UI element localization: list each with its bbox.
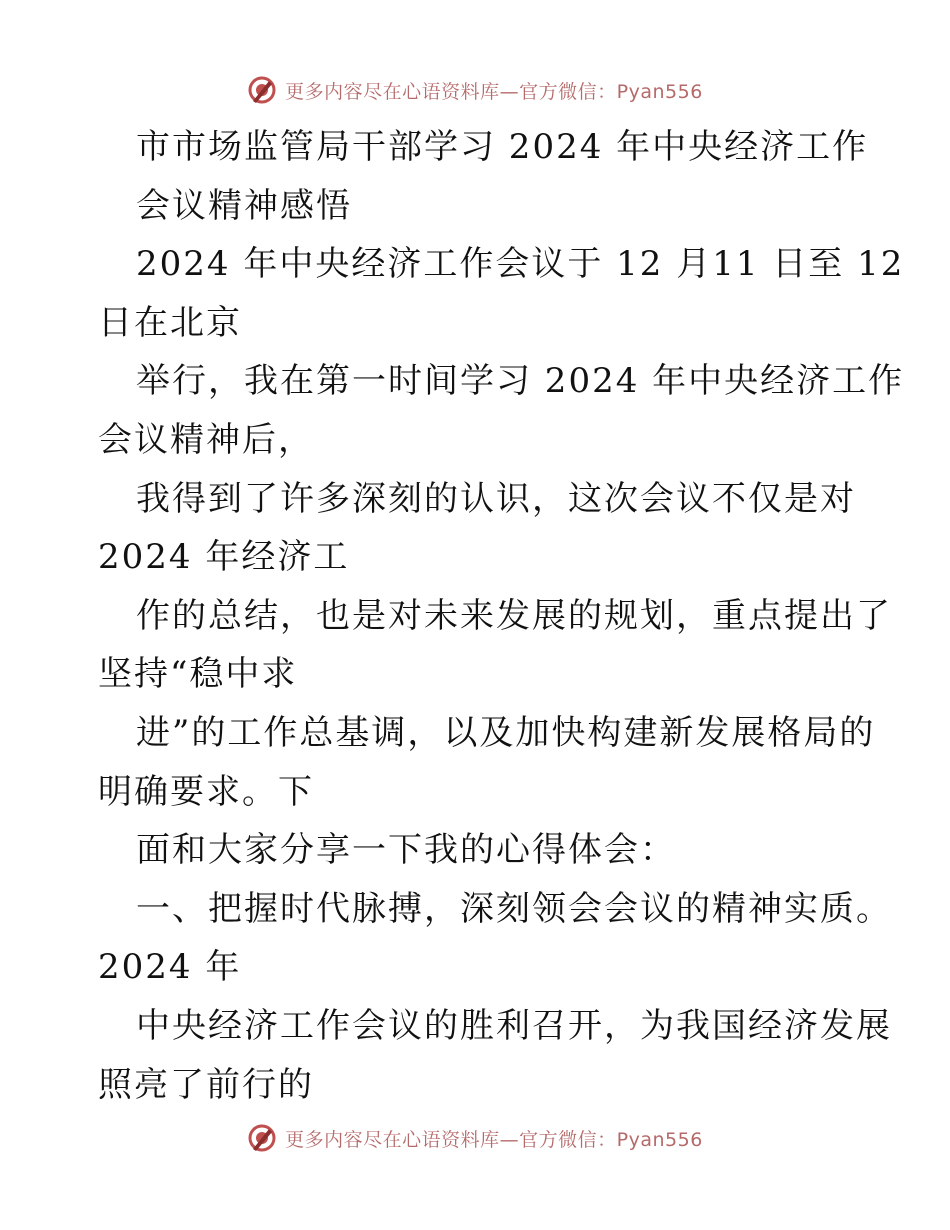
text-line: 日在北京: [98, 302, 242, 343]
text-line: 市市场监管局干部学习 2024 年中央经济工作: [136, 127, 869, 167]
document-body: [98, 118, 905, 1114]
text-line: 会议精神后，: [98, 419, 314, 460]
watermark-text: 更多内容尽在心语资料库—官方微信：Pyan556: [285, 1128, 703, 1151]
text-line: 会议精神感悟: [136, 185, 352, 226]
text-line: 明确要求。下: [98, 771, 314, 812]
text-line: 作的总结，也是对未来发展的规划，重点提出了: [136, 595, 892, 636]
pen-seal-icon: [247, 75, 277, 105]
text-line: 照亮了前行的: [98, 1064, 314, 1105]
text-line: 举行，我在第一时间学习 2024 年中央经济工作: [136, 361, 905, 402]
text-line: 2024 年中央经济工作会议于 12 月11 日至 12: [136, 244, 905, 285]
text-line: 中央经济工作会议的胜利召开，为我国经济发展: [136, 1005, 892, 1046]
text-line: 进”的工作总基调，以及加快构建新发展格局的: [136, 712, 876, 753]
text-line: 我得到了许多深刻的认识，这次会议不仅是对: [136, 478, 856, 519]
text-line: 2024 年: [98, 947, 242, 988]
footer-watermark: [0, 1118, 950, 1158]
text-line: 坚持“稳中求: [98, 654, 298, 695]
watermark-text: 更多内容尽在心语资料库—官方微信：Pyan556: [285, 80, 703, 103]
text-line: 2024 年经济工: [98, 537, 350, 578]
header-watermark: [0, 70, 950, 110]
text-line: 一、把握时代脉搏，深刻领会会议的精神实质。: [136, 888, 892, 929]
text-line: 面和大家分享一下我的心得体会：: [136, 830, 676, 871]
pen-seal-icon: [247, 1123, 277, 1153]
